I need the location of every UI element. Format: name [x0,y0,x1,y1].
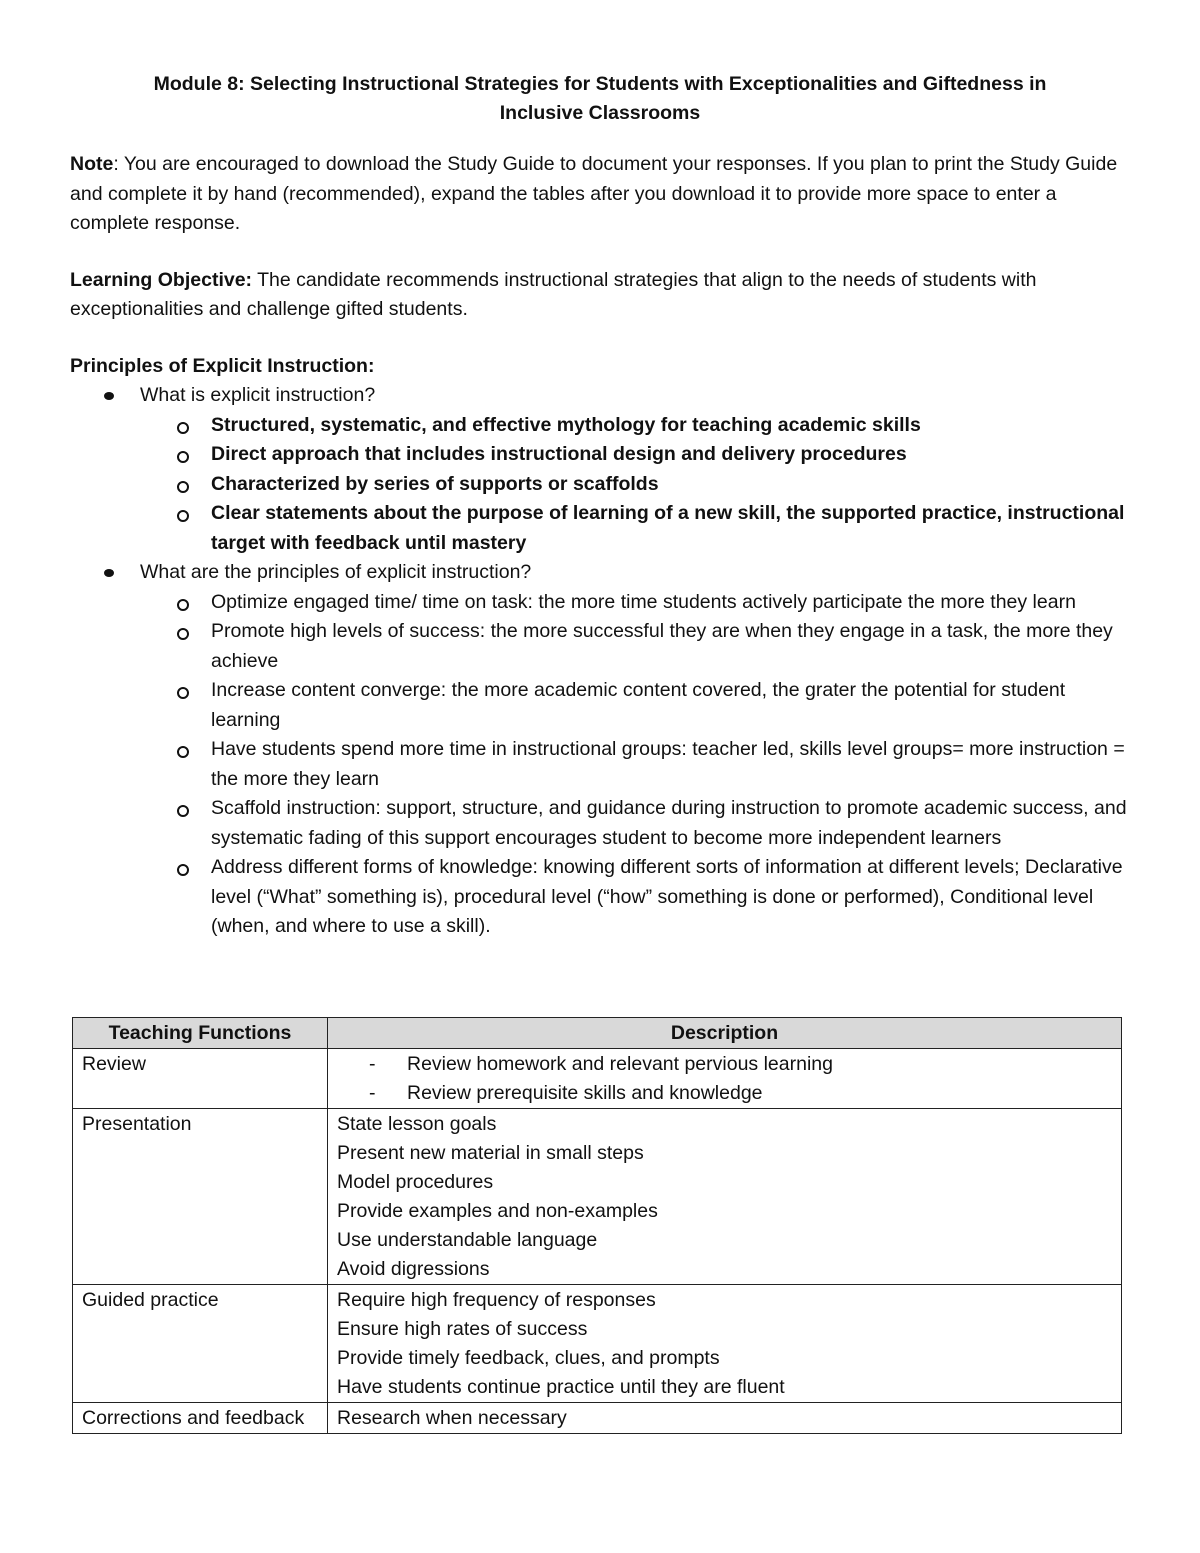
list-item [70,558,1130,942]
column-header: Description [328,1018,1122,1049]
note-paragraph [70,150,1130,239]
item-text: Have students spend more time in instructional groups: teacher led, skills level groups= more instruction = the more they learn [211,738,1125,790]
description-cell [328,1403,1122,1434]
question-text: What is explicit instruction? [140,384,376,406]
objective-text: The candidate recommends instructional strategies that align to the needs of students with exceptionalities and challenge gifted students. [70,268,1037,320]
list-item [70,411,1130,441]
bullet-icon [104,569,114,577]
item-text: Characterized by series of supports or scaffolds [211,472,659,495]
list-item [70,853,1130,942]
item-text: Avoid digressions [337,1258,490,1280]
function-cell: Guided practice [73,1285,328,1403]
teaching-functions-table [72,1017,1122,1434]
table-row [73,1285,1122,1403]
note-text: : You are encouraged to download the Study Guide to document your responses. If you plan to print the Study Guide and complete it by hand (recommended), expand the tables after you download it to provide more space to enter a complete response. [70,153,1118,234]
item-text: State lesson goals [337,1113,497,1135]
item-text: Structured, systematic, and effective mythology for teaching academic skills [211,413,921,436]
item-text: Require high frequency of responses [337,1289,656,1311]
list-item [70,588,1130,618]
item-text: Review prerequisite skills and knowledge [407,1082,763,1104]
objective-label: Learning Objective: [70,268,253,291]
list-item [70,676,1130,735]
circle-bullet-icon [177,451,189,463]
table-row [73,1109,1122,1285]
principles-heading: Principles of Explicit Instruction: [70,354,375,377]
sub-list [140,411,1130,559]
item-text: Research when necessary [337,1407,567,1429]
list-item [70,794,1130,853]
objective-paragraph [70,266,1130,325]
table-row [73,1049,1122,1109]
item-text: Present new material in small steps [337,1142,644,1164]
dash-bullet: - [369,1053,376,1075]
function-cell: Review [73,1049,328,1109]
note-label: Note [70,153,114,175]
description-cell [328,1049,1122,1109]
item-text: Promote high levels of success: the more successful they are when they engage in a task, the more they achieve [211,620,1113,672]
function-cell: Presentation [73,1109,328,1285]
circle-bullet-icon [177,510,189,522]
function-cell: Corrections and feedback [73,1403,328,1434]
circle-bullet-icon [177,599,189,611]
item-text: Clear statements about the purpose of learning of a new skill, the supported practice, instructional target with feedback until mastery [211,502,1125,554]
principles-list [70,381,1130,942]
list-item [70,440,1130,470]
circle-bullet-icon [177,864,189,876]
item-text: Increase content converge: the more academic content covered, the grater the potential for student learning [211,679,1066,731]
item-text: Model procedures [337,1171,494,1193]
document-page [70,70,1130,942]
item-text: Optimize engaged time/ time on task: the more time students actively participate the more they learn [211,590,1076,613]
bullet-icon [104,392,114,400]
question-text: What are the principles of explicit instruction? [140,561,532,583]
item-text: Scaffold instruction: support, structure, and guidance during instruction to promote academic success, and systematic fading of this support encourages student to become more independent learners [211,797,1127,849]
sub-list [140,588,1130,942]
item-text: Address different forms of knowledge: knowing different sorts of information at different levels; Declarative level (“What” something is), procedural level (“how” something is done or performed), Conditional level (when, and where to use a skill). [211,856,1123,937]
dash-bullet: - [369,1082,376,1104]
description-cell [328,1109,1122,1285]
item-text: Have students continue practice until they are fluent [337,1376,785,1398]
item-text: Review homework and relevant pervious learning [407,1053,833,1075]
item-text: Provide timely feedback, clues, and prompts [337,1347,720,1369]
circle-bullet-icon [177,628,189,640]
item-text: Provide examples and non-examples [337,1200,658,1222]
table-row [73,1403,1122,1434]
circle-bullet-icon [177,422,189,434]
list-item [70,617,1130,676]
description-cell [328,1285,1122,1403]
item-text: Ensure high rates of success [337,1318,588,1340]
circle-bullet-icon [177,746,189,758]
table-header-row [73,1018,1122,1049]
page-title: Module 8: Selecting Instructional Strategies for Students with Exceptionalities and Giftedness in Inclusive Classrooms [153,73,1047,124]
item-text: Use understandable language [337,1229,598,1251]
list-item [70,381,1130,558]
list-item [70,735,1130,794]
dash-item [337,1050,1112,1079]
list-item [70,499,1130,558]
column-header: Teaching Functions [73,1018,328,1049]
dash-item [337,1079,1112,1108]
list-item [70,470,1130,500]
circle-bullet-icon [177,687,189,699]
circle-bullet-icon [177,805,189,817]
item-text: Direct approach that includes instructional design and delivery procedures [211,443,907,465]
circle-bullet-icon [177,481,189,493]
